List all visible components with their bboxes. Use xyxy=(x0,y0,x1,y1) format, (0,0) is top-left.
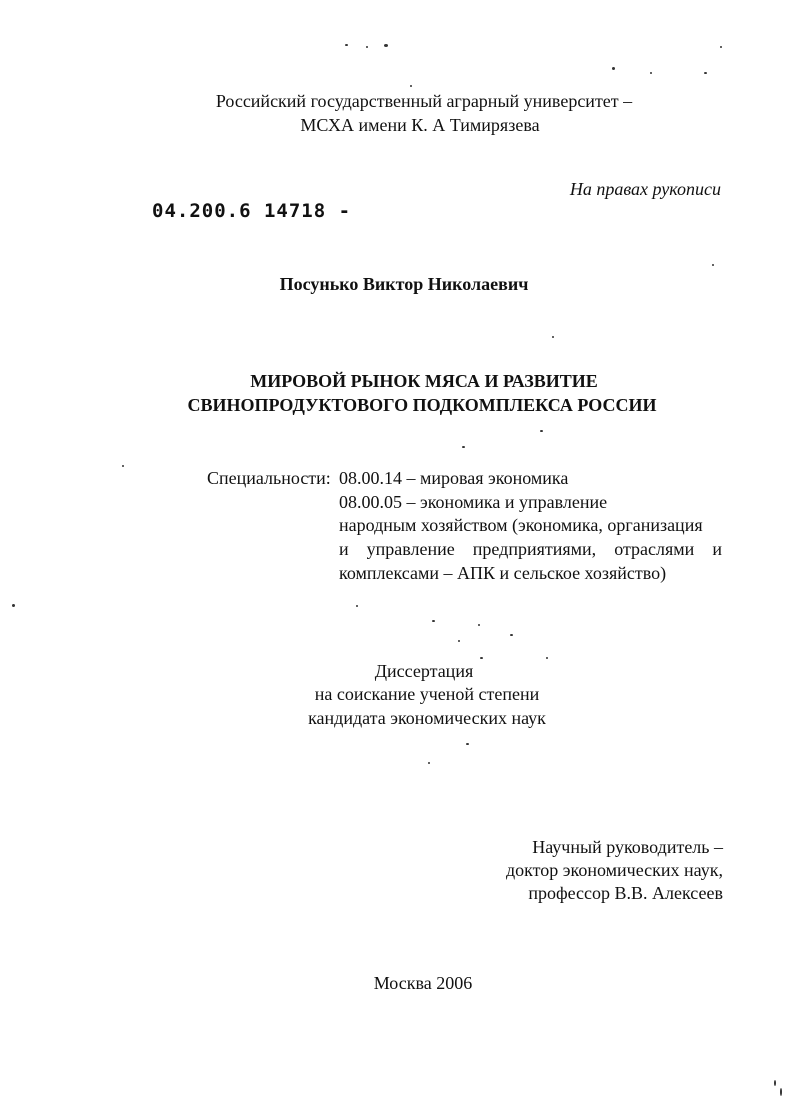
supervisor-name: профессор В.В. Алексеев xyxy=(528,883,723,903)
specialty-item-4-word: отраслями xyxy=(614,539,695,559)
specialty-item-4 xyxy=(339,537,722,561)
specialty-item-5: комплексами – АПК и сельское хозяйство) xyxy=(339,563,667,583)
specialty-item-4-word: и xyxy=(339,539,349,559)
manuscript-rights-note: На правах рукописи xyxy=(569,179,721,199)
dissertation-title-line2: СВИНОПРОДУКТОВОГО ПОДКОМПЛЕКСА РОССИИ xyxy=(187,395,657,415)
dissertation-title-line1: МИРОВОЙ РЫНОК МЯСА И РАЗВИТИЕ xyxy=(250,371,598,391)
specialty-item-2: 08.00.05 – экономика и управление xyxy=(339,492,608,512)
specialty-item-1: 08.00.14 – мировая экономика xyxy=(339,468,569,488)
dissertation-purpose: на соискание ученой степени xyxy=(314,684,540,704)
university-name-line2: МСХА имени К. А Тимирязева xyxy=(300,115,540,135)
specialty-item-4-word: управление xyxy=(366,539,455,559)
specialty-item-3: народным хозяйством (экономика, организация xyxy=(339,515,703,535)
specialty-item-4-word: и xyxy=(712,539,722,559)
dissertation-type: Диссертация xyxy=(374,661,474,681)
supervisor-role: Научный руководитель – xyxy=(532,837,723,857)
specialty-item-4-word: предприятиями, xyxy=(472,539,597,559)
author-name: Посунько Виктор Николаевич xyxy=(279,274,529,294)
supervisor-degree: доктор экономических наук, xyxy=(506,860,723,880)
dissertation-degree: кандидата экономических наук xyxy=(308,708,546,728)
registration-stamp: 04.200.6 14718 - xyxy=(152,200,352,222)
university-name-line1: Российский государственный аграрный университет – xyxy=(215,91,633,111)
specialties-label: Специальности: xyxy=(207,468,331,488)
city-year: Москва 2006 xyxy=(373,973,473,993)
